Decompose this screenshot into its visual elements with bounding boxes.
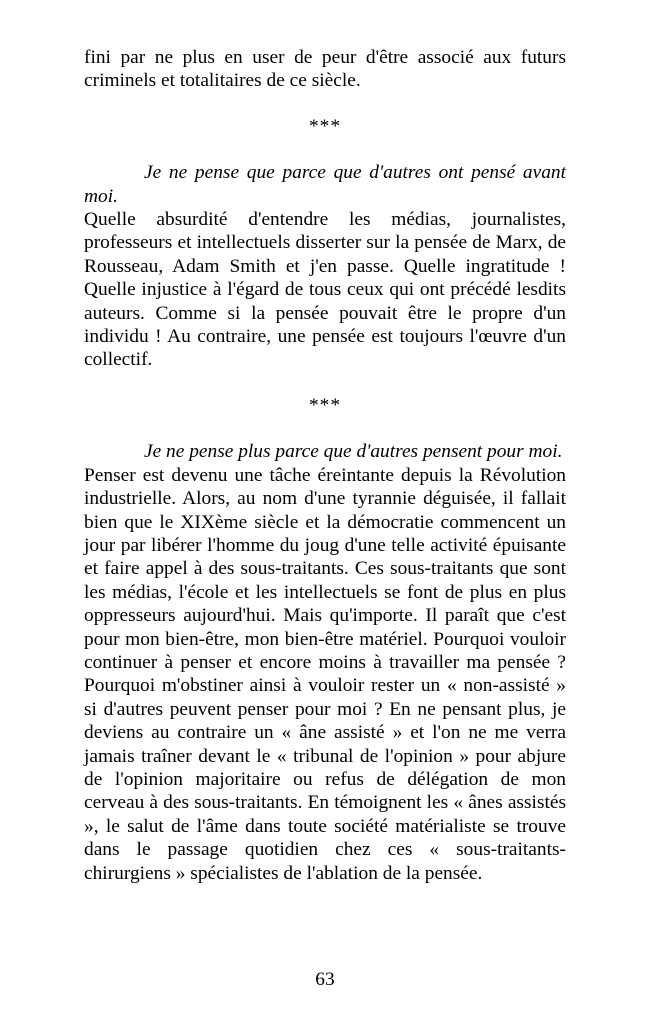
section-1-quote: Je ne pense que parce que d'autres ont pensé avant moi. — [84, 162, 566, 207]
section-separator-2: *** — [308, 394, 342, 416]
page-text-block — [84, 46, 566, 885]
section-2-body: Penser est devenu une tâche éreintante depuis la Révolution industrielle. Alors, au nom d'une tyrannie déguisée, il fallait bien que le XIXème siècle et la démocratie commencent un jour par libérer l'homme du joug d'une telle activité épuisante et faire appel à des sous-traitants. Ces sous-traitants que sont les médias, l'école et les intellectuels se font de plus en plus oppresseurs aujourd'hui. Mais qu'importe. Il paraît que c'est pour mon bien-être, mon bien-être matériel. Pourquoi vouloir continuer à penser et encore moins à travailler ma pensée ? Pourquoi m'obstiner ainsi à vouloir rester un « non-assisté » si d'autres peuvent penser pour moi ? En ne pensant plus, je deviens au contraire un « âne assisté » et l'on ne me verra jamais traîner devant le « tribunal de l'opinion » pour abjure de l'opinion majoritaire ou refus de délégation de mon cerveau à des sous-traitants. En témoignent les « ânes assistés », le salut de l'âme dans toute société matérialiste se trouve dans le passage quotidien chez ces « sous-traitants-chirurgiens » spécialistes de l'ablation de la pensée. — [84, 464, 566, 884]
section-2-quote: Je ne pense plus parce que d'autres pensent pour moi. — [144, 441, 563, 463]
opening-paragraph: fini par ne plus en user de peur d'être associé aux futurs criminels et totalitaires de ce siècle. — [84, 47, 566, 92]
section-1-body: Quelle absurdité d'entendre les médias, journalistes, professeurs et intellectuels disserter sur la pensée de Marx, de Rousseau, Adam Smith et j'en passe. Quelle ingratitude ! Quelle injustice à l'égard de tous ceux qui ont précédé lesdits auteurs. Comme si la pensée pouvait être le propre d'un individu ! Au contraire, une pensée est toujours l'œuvre d'un collectif. — [84, 209, 566, 371]
section-2 — [84, 440, 566, 885]
section-1 — [84, 161, 566, 372]
section-separator-1: *** — [308, 115, 342, 137]
page-number: 63 — [315, 969, 335, 990]
